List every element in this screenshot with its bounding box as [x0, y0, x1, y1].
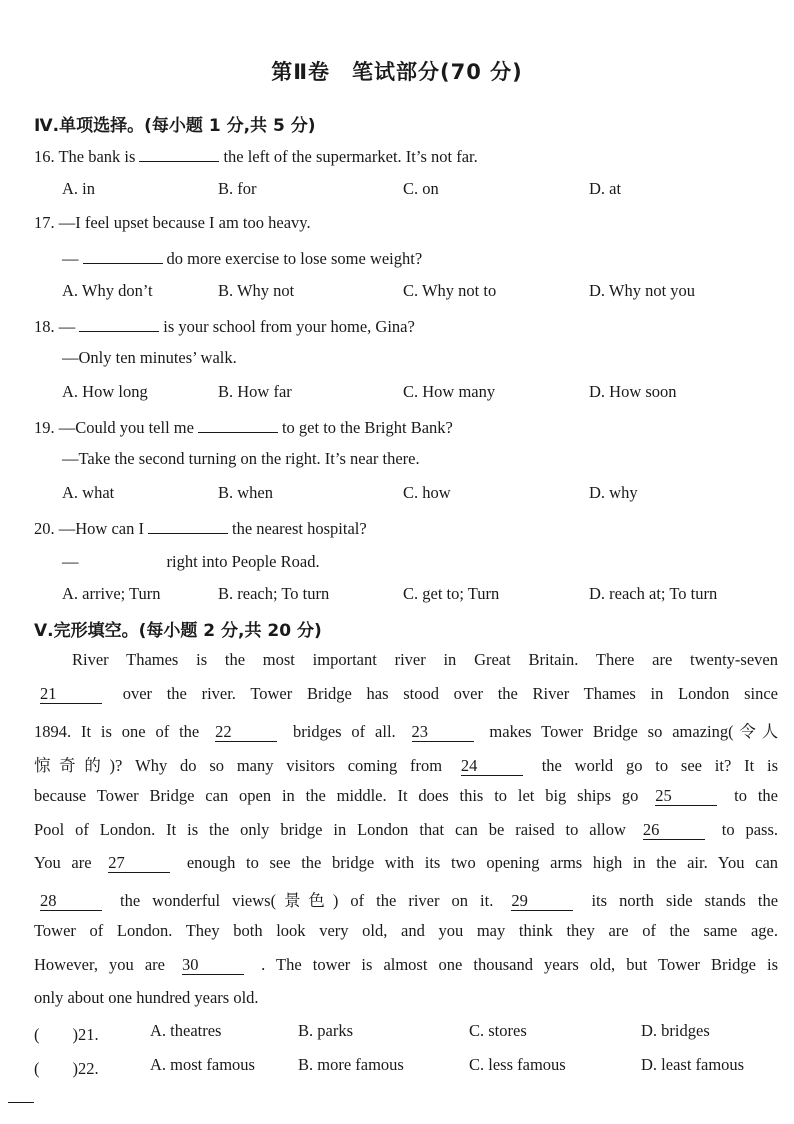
cloze-option: A. most famous	[150, 1055, 255, 1074]
answer-blank	[83, 247, 163, 264]
option-c: C. get to; Turn	[403, 584, 500, 603]
option-a: A. in	[62, 179, 95, 198]
option-d: D. why	[589, 483, 638, 502]
section-4-heading: Ⅳ.单项选择。(每小题 1 分,共 5 分)	[34, 116, 316, 136]
question-17-reply: — do more exercise to lose some weight?	[62, 249, 423, 268]
option-c: C. how	[403, 483, 451, 502]
page-title: 第Ⅱ卷 笔试部分(70 分)	[271, 60, 523, 84]
passage-text: enough to see the bridge with its two opening arms high in the air. You can	[186, 853, 779, 872]
question-18-reply: —Only ten minutes’ walk.	[62, 348, 237, 367]
option-b: B. How far	[218, 382, 292, 401]
option-d: D. at	[589, 179, 622, 198]
passage-text: the world go to see it? It is	[541, 756, 778, 775]
cloze-option: B. parks	[298, 1021, 353, 1040]
option-a: A. arrive; Turn	[62, 584, 161, 603]
option-a: A. How long	[62, 382, 148, 401]
passage-line	[34, 921, 778, 941]
passage-text: because Tower Bridge can open in the middle. It does this to let big ships go	[34, 786, 639, 805]
page-divider	[8, 1102, 34, 1103]
option-b: B. when	[218, 483, 273, 502]
cloze-option: A. theatres	[150, 1021, 222, 1040]
answer-paren: ( )21.	[34, 1025, 99, 1044]
question-20: 20. —How can I the nearest hospital?	[34, 519, 367, 538]
option-d: D. Why not you	[589, 281, 696, 300]
passage-line	[34, 786, 778, 806]
question-16	[34, 145, 478, 167]
passage-line	[34, 853, 778, 873]
numbered-blank: 23	[412, 723, 474, 742]
passage-line	[34, 820, 778, 840]
answer-blank	[79, 315, 159, 332]
option-a: A. what	[62, 483, 115, 502]
passage-text: to pass.	[721, 820, 779, 839]
answer-blank	[198, 416, 278, 433]
passage-line	[34, 718, 778, 742]
passage-text: Pool of London. It is the only bridge in London that can be raised to allow	[34, 820, 626, 839]
passage-text: over the river. Tower Bridge has stood over the River Thames in London since	[122, 684, 778, 703]
option-c: C. Why not to	[403, 281, 497, 300]
question-16-stem-end: the left of the supermarket. It’s not far.	[223, 147, 478, 166]
question-20-reply: — right into People Road.	[62, 552, 320, 571]
passage-line	[34, 988, 778, 1008]
option-c: C. How many	[403, 382, 496, 401]
numbered-blank: 29	[511, 892, 573, 911]
numbered-blank: 30	[182, 956, 244, 975]
passage-text: bridges of all.	[293, 722, 396, 741]
passage-text: River Thames is the most important river in Great Britain. There are twenty-seven	[72, 650, 778, 669]
question-18: 18. — is your school from your home, Gina?	[34, 317, 415, 336]
cloze-option: C. less famous	[469, 1055, 566, 1074]
option-d: D. How soon	[589, 382, 677, 401]
question-19-reply: —Take the second turning on the right. It’s near there.	[62, 449, 420, 468]
numbered-blank: 21	[40, 685, 102, 704]
cloze-option: B. more famous	[298, 1055, 404, 1074]
numbered-blank: 24	[461, 757, 523, 776]
numbered-blank: 22	[215, 723, 277, 742]
cloze-option: C. stores	[469, 1021, 527, 1040]
passage-text: its north side stands the	[591, 891, 779, 910]
cloze-option: D. least famous	[641, 1055, 745, 1074]
cloze-option: D. bridges	[641, 1021, 710, 1040]
option-b: B. reach; To turn	[218, 584, 330, 603]
passage-line	[34, 955, 778, 975]
option-a: A. Why don’t	[62, 281, 153, 300]
passage-text: You are	[34, 853, 92, 872]
passage-text: However, you are	[34, 955, 165, 974]
passage-line	[34, 650, 778, 670]
answer-blank	[83, 550, 163, 567]
passage-line	[34, 752, 778, 776]
option-d: D. reach at; To turn	[589, 584, 718, 603]
passage-text: to the	[734, 786, 779, 805]
numbered-blank: 26	[643, 821, 705, 840]
question-16-stem: 16. The bank is	[34, 147, 136, 166]
question-17: 17. —I feel upset because I am too heavy.	[34, 213, 311, 232]
numbered-blank: 28	[40, 892, 102, 911]
passage-text: Tower of London. They both look very old, and you may think they are of the same age.	[34, 921, 778, 940]
numbered-blank: 27	[108, 854, 170, 873]
passage-text: 惊奇的)? Why do so many visitors coming from	[34, 756, 443, 775]
question-19: 19. —Could you tell me to get to the Bright Bank?	[34, 418, 453, 437]
section-5-heading: Ⅴ.完形填空。(每小题 2 分,共 20 分)	[34, 621, 322, 641]
passage-line	[34, 684, 778, 704]
answer-blank	[148, 517, 228, 534]
option-b: B. for	[218, 179, 257, 198]
option-c: C. on	[403, 179, 439, 198]
option-b: B. Why not	[218, 281, 295, 300]
passage-text: only about one hundred years old.	[34, 988, 259, 1007]
passage-text: . The tower is almost one thousand years old, but Tower Bridge is	[261, 955, 779, 974]
numbered-blank: 25	[655, 787, 717, 806]
passage-text: 1894. It is one of the	[34, 722, 200, 741]
answer-paren: ( )22.	[34, 1059, 99, 1078]
passage-text: the wonderful views(景色) of the river on it.	[120, 891, 494, 910]
answer-blank	[139, 145, 219, 162]
passage-line	[34, 887, 778, 911]
passage-text: makes Tower Bridge so amazing(令人	[489, 722, 779, 741]
